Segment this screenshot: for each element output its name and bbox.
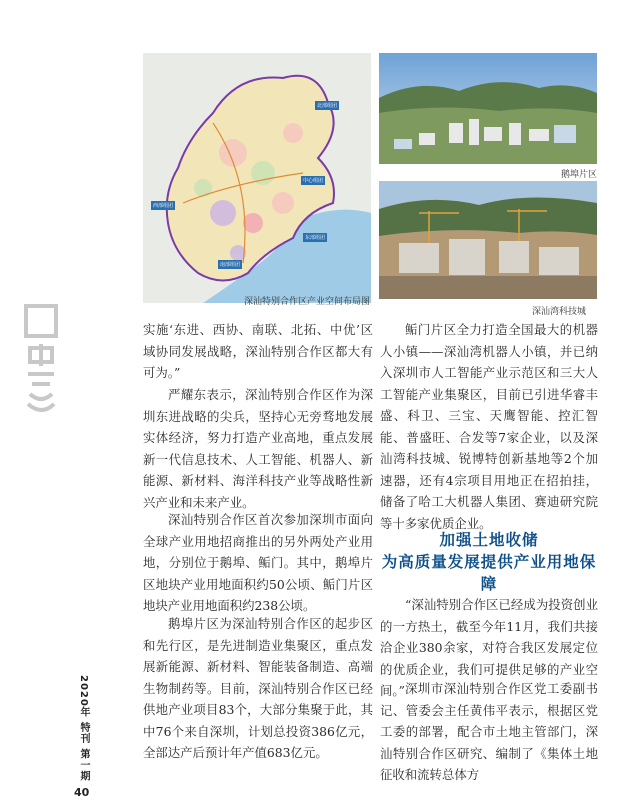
map-label-north: 北部组团 — [317, 103, 338, 109]
issue-label: 2020年 特刊 第一期 — [78, 675, 89, 782]
map-caption: 深汕特别合作区产业空间布局图 — [244, 297, 371, 307]
right-paragraph-1: 鲘门片区全力打造全国最大的机器人小镇——深汕湾机器人小镇，并已纳入深圳市人工智能产业示范区和三大人工智能产业集聚区，目前已引进华睿丰盛、科卫、三宝、天鹰智能、控汇智能、普盛旺、合发等7家企业，以及深汕湾科技城、锐博特创新基地等2个加速器，还有4宗项目用地正在招拍挂，储备了哈工大机器人集团、赛迪研究院等十多家优质企业。 — [380, 322, 598, 531]
left-paragraph-3: 深汕特别合作区首次参加深圳市面向全球产业用地招商推出的另外两处产业用地，分别位于鹅埠、鲘门。其中，鹅埠片区地块产业用地面积约50公顷、鲘门片区地块产业用地面积约238公顷。 — [143, 512, 373, 613]
map-label-south: 南部组团 — [220, 262, 241, 268]
left-paragraph-2: 严耀东表示，深汕特别合作区作为深圳东进战略的尖兵，坚持心无旁骛地发展实体经济，努力打造产业高地，重点发展新一代信息技术、人工智能、机器人、新能源、新材料、海洋科技产业等战略性新兴产业和未来产业。 — [143, 387, 373, 510]
right-paragraph-3: 深圳市深汕特别合作区党工委副书记、管委会主任黄伟平表示，根据区党工委的部署，配合市土地主管部门，深汕特别合作区研究、编制了《集体土地征收和流转总体方 — [380, 681, 598, 782]
left-paragraph-4: 鹅埠片区为深汕特别合作区的起步区和先行区，是先进制造业集聚区，重点发展新能源、新材料、智能装备制造、高端生物制药等。目前，深汕特别合作区已经供地产业项目83个，大部分集聚于此，其中76个来自深圳，计划总投资386亿元，全部达产后预计年产值683亿元。 — [143, 616, 373, 760]
right-paragraph-2: “深汕特别合作区已经成为投资创业的一方热土，截至今年11月，我们共接洽企业380余家，对符合我区发展定位的优质企业，我们可提供足够的产业空间。” — [380, 597, 598, 698]
map-figure — [143, 53, 371, 303]
map-label-east: 东部组团 — [305, 235, 326, 241]
map-label-west: 西部组团 — [153, 203, 174, 209]
photo-science-city — [379, 181, 597, 299]
page-number: 40 — [74, 786, 90, 799]
section-heading-line1: 加强土地收储 — [439, 530, 539, 549]
photo2-caption: 深汕湾科技城 — [532, 307, 587, 317]
left-paragraph-1: 实施‘东进、西协、南联、北拓、中优’区域协同发展战略，深汕特别合作区都大有可为。” — [143, 322, 373, 380]
decorative-emblem — [20, 300, 62, 420]
district-map — [143, 53, 371, 303]
section-heading-line2: 为高质量发展提供产业用地保障 — [381, 552, 597, 593]
photo-ebu-district — [379, 53, 597, 164]
photo1-caption: 鹅埠片区 — [561, 170, 598, 180]
map-label-center: 中心组团 — [303, 178, 324, 184]
